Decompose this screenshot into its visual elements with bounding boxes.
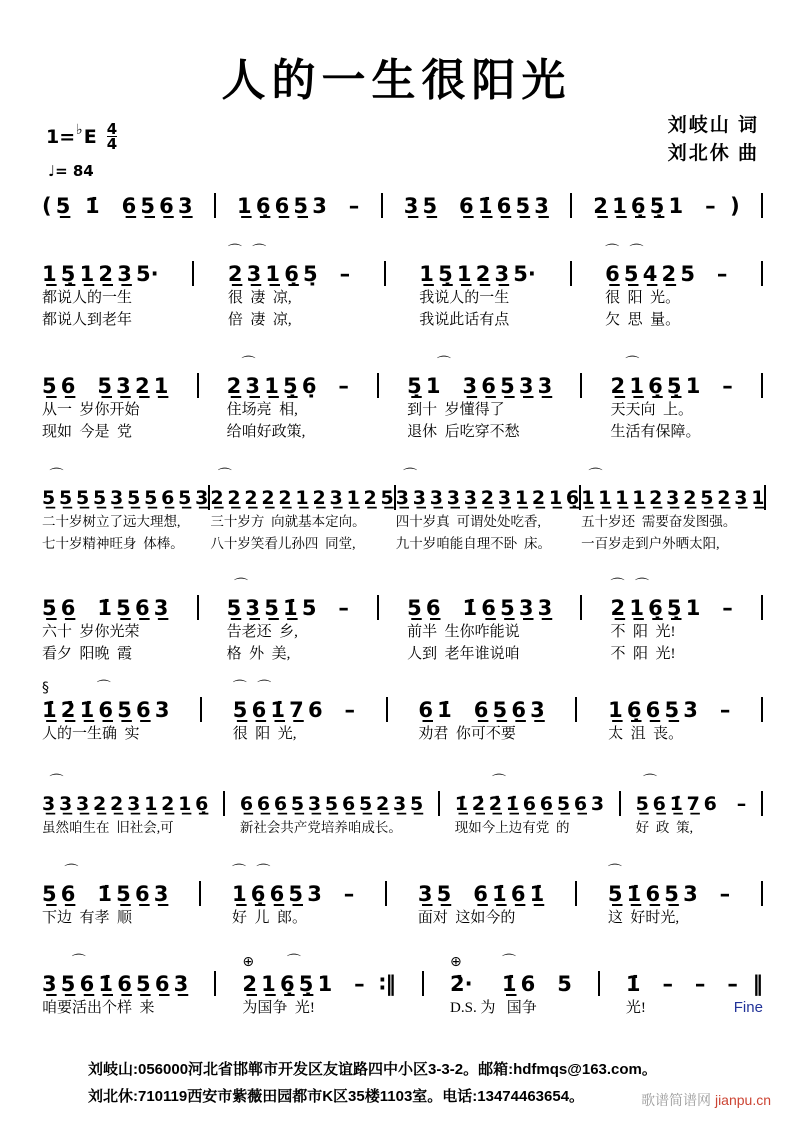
- measure: [593, 176, 740, 219]
- lyrics-row: 都说人到老年: [42, 312, 133, 328]
- page-title: 人的一生很阳光: [221, 56, 572, 105]
- barline: [575, 697, 577, 722]
- slur-coda-marks: ⌒: [42, 954, 89, 970]
- meter-denominator: 4: [106, 135, 118, 153]
- notes-row: 1̲̇ 2̲̇ 1̲̇ 6̲ 5̲ 6̲ 3: [42, 698, 170, 722]
- notes-row: 2̲ 1̲ 6̲̣ 5̲̣ 1 –: [610, 596, 733, 620]
- notes-row: 5̲ 6̲ 1̇ 6̲ 5̲ 3̲ 3̲: [407, 596, 553, 620]
- slur-coda-marks: ⌒ ⌒: [231, 864, 274, 880]
- notes-row: 6̲ 5̲ 4̲ 2̲ 5 –: [605, 262, 728, 286]
- slur-coda-marks: [419, 244, 536, 261]
- slur-coda-marks: ⌒: [210, 468, 235, 484]
- lyrics-row: 四十岁真 可谓处处吃香,: [395, 514, 541, 529]
- slur-coda-marks: [404, 176, 549, 193]
- notes-row: 5̲ 3̲ 5̲ 1̲̇ 5 –: [226, 596, 349, 620]
- lyrics-row: 格 外 美,: [226, 646, 291, 662]
- slur-coda-marks: ⌒ ⌒: [232, 680, 275, 696]
- notes-row: 5̲ 6̲ 1̲̇ 7̲ 6 –: [232, 698, 356, 722]
- notes-row: 1̲̇ 2̲̇ 2̲̇ 1̲̇ 6̲ 6̲ 5̲ 6̲ 3: [454, 793, 605, 815]
- slur-coda-marks: ⌒: [607, 864, 625, 880]
- notes-row: 1̲ 6̲̣ 6̲ 5̲ 3 –: [608, 698, 731, 722]
- lyrics-row: 人的一生确 实: [42, 726, 140, 742]
- lyrics-row: 退休 后吃穿不愁: [407, 424, 520, 440]
- notes-row: 2̇· 1̲̇ 6 5: [450, 972, 572, 996]
- measure: [210, 468, 393, 555]
- slur-coda-marks: ⌒: [407, 356, 454, 372]
- notes-row: 3̲ 3̲ 3̲ 2̲ 2̲ 3̲ 1̲ 2̲ 1̲ 6̲̣: [42, 793, 209, 815]
- lyrics-row: 很 阳 光。: [605, 290, 681, 306]
- slur-coda-marks: ⌒: [42, 864, 82, 880]
- measure: [608, 864, 730, 929]
- slur-coda-marks: ⌒: [226, 356, 259, 372]
- measure: [42, 578, 168, 665]
- lyrics-row: 给咱好政策,: [226, 424, 306, 440]
- notation-system: [42, 244, 763, 331]
- notation-system: [42, 176, 763, 219]
- barline: [619, 791, 621, 816]
- slur-coda-marks: [418, 680, 544, 697]
- slur-coda-marks: [237, 176, 359, 193]
- barline: [761, 881, 763, 906]
- meter-numerator: 4: [106, 120, 118, 138]
- lyrics-row: 三十岁方 向就基本定向。: [210, 514, 366, 529]
- lyrics-row: 二十岁树立了远大理想,: [42, 514, 181, 529]
- lyrics-row: 劝君 你可不要: [418, 726, 516, 742]
- lyrics-row: 好 政 策,: [635, 820, 693, 835]
- barline: [761, 373, 763, 398]
- barline: [223, 791, 225, 816]
- slur-coda-marks: ⌒: [42, 774, 67, 790]
- lyrics-row: 五十岁还 需要奋发图强。: [581, 514, 737, 529]
- slur-coda-marks: ⌒: [610, 356, 643, 372]
- lyrics-row: 六十 岁你光荣: [42, 624, 140, 640]
- measure: [396, 468, 579, 555]
- measure: [227, 356, 349, 443]
- measure: [228, 244, 350, 331]
- lyricist-credit: 刘岐山 词: [667, 115, 759, 136]
- measure: [404, 176, 549, 219]
- lyrics-row: 都说人的一生: [42, 290, 133, 306]
- slur-coda-marks: [42, 244, 159, 261]
- measure: [42, 680, 169, 745]
- notes-row: 1̲ 5̲̣ 1̲ 2̲ 3̲ 5·: [42, 262, 159, 286]
- lyrics-row: 到十 岁懂得了: [407, 402, 505, 418]
- notes-row: 1̇ – – – ‖: [625, 972, 763, 996]
- measure: [42, 244, 159, 331]
- barline: [377, 373, 379, 398]
- measure: [42, 356, 168, 443]
- slur-coda-marks: ⌒: [581, 468, 606, 484]
- flat-icon: ♭: [76, 121, 83, 138]
- lyrics-row: 为国争 光!: [242, 1000, 315, 1016]
- notes-row: 2̲ 3̲ 1̲ 5̲̣ 6̣ –: [226, 374, 349, 398]
- barline: [200, 697, 202, 722]
- slur-coda-marks: [407, 578, 552, 595]
- barline: [386, 697, 388, 722]
- slur-coda-marks: [42, 176, 193, 193]
- notes-row: 2̲ 1̲ 6̲̣ 5̲̣ 1 – ): [593, 194, 740, 218]
- barline: [214, 193, 216, 218]
- notes-row: 6̲ 1̇ 6̲ 5̲ 6̲ 3̲: [418, 698, 545, 722]
- contact-line-lyricist: 刘岐山:056000河北省邯郸市开发区友谊路四中小区3-3-2。邮箱:hdfmqs@163.com。: [88, 1061, 657, 1078]
- slur-coda-marks: ⌒: [42, 468, 67, 484]
- barline: [764, 485, 766, 510]
- fine-label: Fine: [733, 999, 763, 1016]
- measure: [240, 774, 423, 839]
- lyrics-row: 现如今上边有党 的: [454, 820, 570, 835]
- notes-row: 1̲ 1̲ 1̲ 1̲ 2̲ 3̲ 2̲ 5̲ 2̲ 3̲ 1̲: [581, 487, 765, 509]
- notes-row: 5̲̣ 1 3̲ 6̲ 5̲ 3̲ 3̲: [407, 374, 553, 398]
- measure: [636, 774, 747, 839]
- notation-system: [42, 864, 763, 929]
- notes-row: 2̲ 3̲ 1̲ 6̲̣ 5̣ –: [227, 262, 351, 286]
- lyrics-row: 虽然咱生在 旧社会,可: [42, 820, 174, 835]
- barline: [214, 971, 216, 996]
- tempo-marking: ♩= 84: [48, 162, 94, 180]
- lyrics-row: 告老还 乡,: [226, 624, 298, 640]
- barline: [761, 697, 763, 722]
- lyrics-row: 从一 岁你开始: [42, 402, 140, 418]
- slur-coda-marks: [42, 356, 168, 373]
- key-tonic: E: [83, 125, 97, 148]
- watermark-site-name: 歌谱简谱网: [641, 1092, 712, 1108]
- measure: [242, 954, 396, 1019]
- notes-row: 2̲ 1̲ 6̲̣ 5̲̣ 1 – ∶‖: [242, 972, 396, 996]
- notes-row: 1̲ 5̲̣ 1̲ 2̲ 3̲ 5·: [419, 262, 536, 286]
- lyrics-row: 不 阳 光!: [610, 646, 676, 662]
- notes-row: 2̲ 1̲ 6̲̣ 5̲̣ 1 –: [610, 374, 733, 398]
- barline: [385, 881, 387, 906]
- lyrics-row: 看夕 阳晚 霞: [42, 646, 133, 662]
- slur-coda-marks: [626, 954, 763, 971]
- notation-system: [42, 774, 763, 839]
- measure: [626, 954, 763, 1019]
- lyrics-row: 倍 凄 凉,: [227, 312, 292, 328]
- measure: [407, 578, 552, 665]
- notes-row: 5̲ 6̲ 5̲ 3̲ 2̲ 1̲: [42, 374, 169, 398]
- key-signature: [46, 122, 117, 151]
- lyrics-row: 光!: [625, 1000, 646, 1016]
- barline: [199, 881, 201, 906]
- notes-row: 3̲ 5̲ 6̲ 1̲̇ 6̲ 5̲ 3̲: [403, 194, 549, 218]
- slur-coda-marks: ⊕ ⌒: [450, 954, 519, 970]
- lyrics-row: 新社会共产党培养咱成长。: [239, 820, 402, 835]
- notes-row: 2̲ 2̲ 2̲ 2̲ 2̲ 1̲ 2̲ 3̲ 1̲ 2̲ 5̲: [210, 487, 394, 509]
- measure: [419, 244, 536, 331]
- lyrics-row: 七十岁精神旺身 体棒。: [42, 536, 184, 551]
- measure: [581, 468, 764, 555]
- barline: [422, 971, 424, 996]
- lyrics-row: 现如 今是 党: [42, 424, 133, 440]
- measure: [455, 774, 604, 839]
- notes-row: 3̲ 5̲ 6̲ 1̲̇ 6̲ 1̲̇: [417, 882, 545, 906]
- lyrics-row: 下边 有孝 顺: [42, 910, 133, 926]
- notes-row: 5̲ 1̲̇ 6̲ 5̲ 3 –: [607, 882, 731, 906]
- lyrics-row: 人到 老年谁说咱: [407, 646, 520, 662]
- lyrics-row: 八十岁笑看儿孙四 同堂,: [210, 536, 356, 551]
- barline: [197, 595, 199, 620]
- notes-row: 1̲ 6̲̣ 6̲ 5̲ 3 –: [231, 882, 355, 906]
- barline: [761, 261, 763, 286]
- barline: [598, 971, 600, 996]
- slur-coda-marks: [593, 176, 740, 193]
- measure: [418, 864, 544, 929]
- slur-coda-marks: ⌒ ⌒: [610, 578, 652, 594]
- notes-row: 3̲ 5̲ 6̲ 1̲̇ 6̲ 5̲ 6̲ 3̲: [42, 972, 189, 996]
- lyrics-row: 一百岁走到户外晒太阳,: [581, 536, 720, 551]
- barline: [381, 193, 383, 218]
- barline: [197, 373, 199, 398]
- lyrics-row: 我说人的一生: [419, 290, 510, 306]
- measure: [42, 468, 208, 555]
- measure: [608, 680, 730, 745]
- barline: [761, 595, 763, 620]
- lyrics-row: 好 儿 郎。: [231, 910, 307, 926]
- measure: [611, 578, 733, 665]
- notes-row: 6̲ 6̲ 6̲ 5̲ 3̲ 5̲ 6̲ 5̲ 2̲ 3̲ 5̲: [239, 793, 424, 815]
- barline: [761, 791, 763, 816]
- slur-coda-marks: [608, 680, 730, 697]
- measure: [450, 954, 572, 1019]
- notes-row: 5̲ 6̲ 1̇ 5̲ 6̲ 3̲: [42, 882, 169, 906]
- slur-coda-marks: § ⌒: [42, 680, 114, 696]
- measure: [42, 774, 208, 839]
- notes-row: 1̲ 6̲̣ 6̲ 5̲ 3 –: [237, 194, 360, 218]
- slur-coda-marks: ⌒: [635, 774, 661, 790]
- measure: [237, 176, 359, 219]
- measure: [227, 578, 349, 665]
- lyrics-row: 面对 这如今的: [417, 910, 516, 926]
- barline: [570, 261, 572, 286]
- watermark-site-url: jianpu.cn: [714, 1092, 771, 1108]
- measure: [605, 244, 727, 331]
- barline: [580, 595, 582, 620]
- credits: [668, 112, 759, 168]
- measure: [42, 864, 168, 929]
- slur-coda-marks: [240, 774, 423, 791]
- slur-coda-marks: ⌒: [226, 578, 252, 594]
- lyrics-row: 咱要活出个样 来: [42, 1000, 155, 1016]
- slur-coda-marks: ⌒ ⌒: [605, 244, 647, 260]
- site-watermark: [641, 1090, 771, 1110]
- lyrics-row: 天天向 上。: [610, 402, 694, 418]
- barline: [761, 193, 763, 218]
- lyrics-row: 很 凄 凉,: [227, 290, 292, 306]
- slur-coda-marks: [418, 864, 544, 881]
- notation-system: [42, 356, 763, 443]
- notation-system: [42, 680, 763, 745]
- lyrics-row: 很 阳 光,: [232, 726, 297, 742]
- measure: [232, 864, 354, 929]
- lyrics-row: 住场亮 相,: [226, 402, 298, 418]
- key-prefix: 1=: [46, 125, 76, 148]
- measure: [611, 356, 733, 443]
- slur-coda-marks: [42, 578, 168, 595]
- notation-system: [42, 468, 763, 555]
- notes-row: 5̲ 6̲ 1̇ 5̲ 6̲ 3̲: [42, 596, 169, 620]
- barline: [575, 881, 577, 906]
- measure: [42, 954, 188, 1019]
- lyrics-row: 太 沮 丧。: [608, 726, 684, 742]
- notes-row: 5̲ 6̲ 1̲̇ 7̲ 6 –: [635, 793, 747, 815]
- contact-footer: [88, 1056, 657, 1110]
- lyrics-row: 九十岁咱能自理不卧 床。: [395, 536, 551, 551]
- contact-line-composer: 刘北休:710119西安市紫薇田园都市K区35楼1103室。电话:13474463654。: [88, 1088, 585, 1105]
- slur-coda-marks: ⌒: [454, 774, 509, 790]
- lyrics-row: 不 阳 光!: [610, 624, 676, 640]
- lyrics-row: 生活有保障。: [610, 424, 701, 440]
- measure: [233, 680, 355, 745]
- notation-system: [42, 954, 763, 1019]
- slur-coda-marks: ⌒: [395, 468, 421, 484]
- composer-credit: 刘北休 曲: [667, 143, 759, 164]
- slur-coda-marks: ⌒ ⌒: [227, 244, 270, 260]
- lyrics-row: 前半 生你咋能说: [407, 624, 520, 640]
- lyrics-row: 这 好时光,: [607, 910, 680, 926]
- barline: [438, 791, 440, 816]
- barline: [192, 261, 194, 286]
- notation-system: [42, 578, 763, 665]
- barline: [384, 261, 386, 286]
- time-signature: [107, 122, 117, 151]
- slur-coda-marks: ⊕ ⌒: [242, 954, 304, 970]
- barline: [377, 595, 379, 620]
- notes-row: 3̲ 3̲ 3̲ 3̲ 3̲ 2̲ 3̲ 1̲ 2̲ 1̲ 6̲̣: [395, 487, 580, 509]
- lyrics-row: 我说此话有点: [419, 312, 510, 328]
- measure: [418, 680, 544, 745]
- notes-row: 5̲ 5̲ 5̲ 5̲ 3̲ 5̲ 5̲ 6̲ 5̲ 3̲: [42, 487, 209, 509]
- lyrics-row: D.S. 为 国争: [450, 1000, 537, 1016]
- lyrics-row: 欠 思 量。: [605, 312, 681, 328]
- measure: [407, 356, 552, 443]
- barline: [580, 373, 582, 398]
- barline: [570, 193, 572, 218]
- measure: [42, 176, 193, 219]
- notes-row: ( 5̲ 1̇ 6̲ 5̲ 6̲ 3̲: [42, 194, 193, 218]
